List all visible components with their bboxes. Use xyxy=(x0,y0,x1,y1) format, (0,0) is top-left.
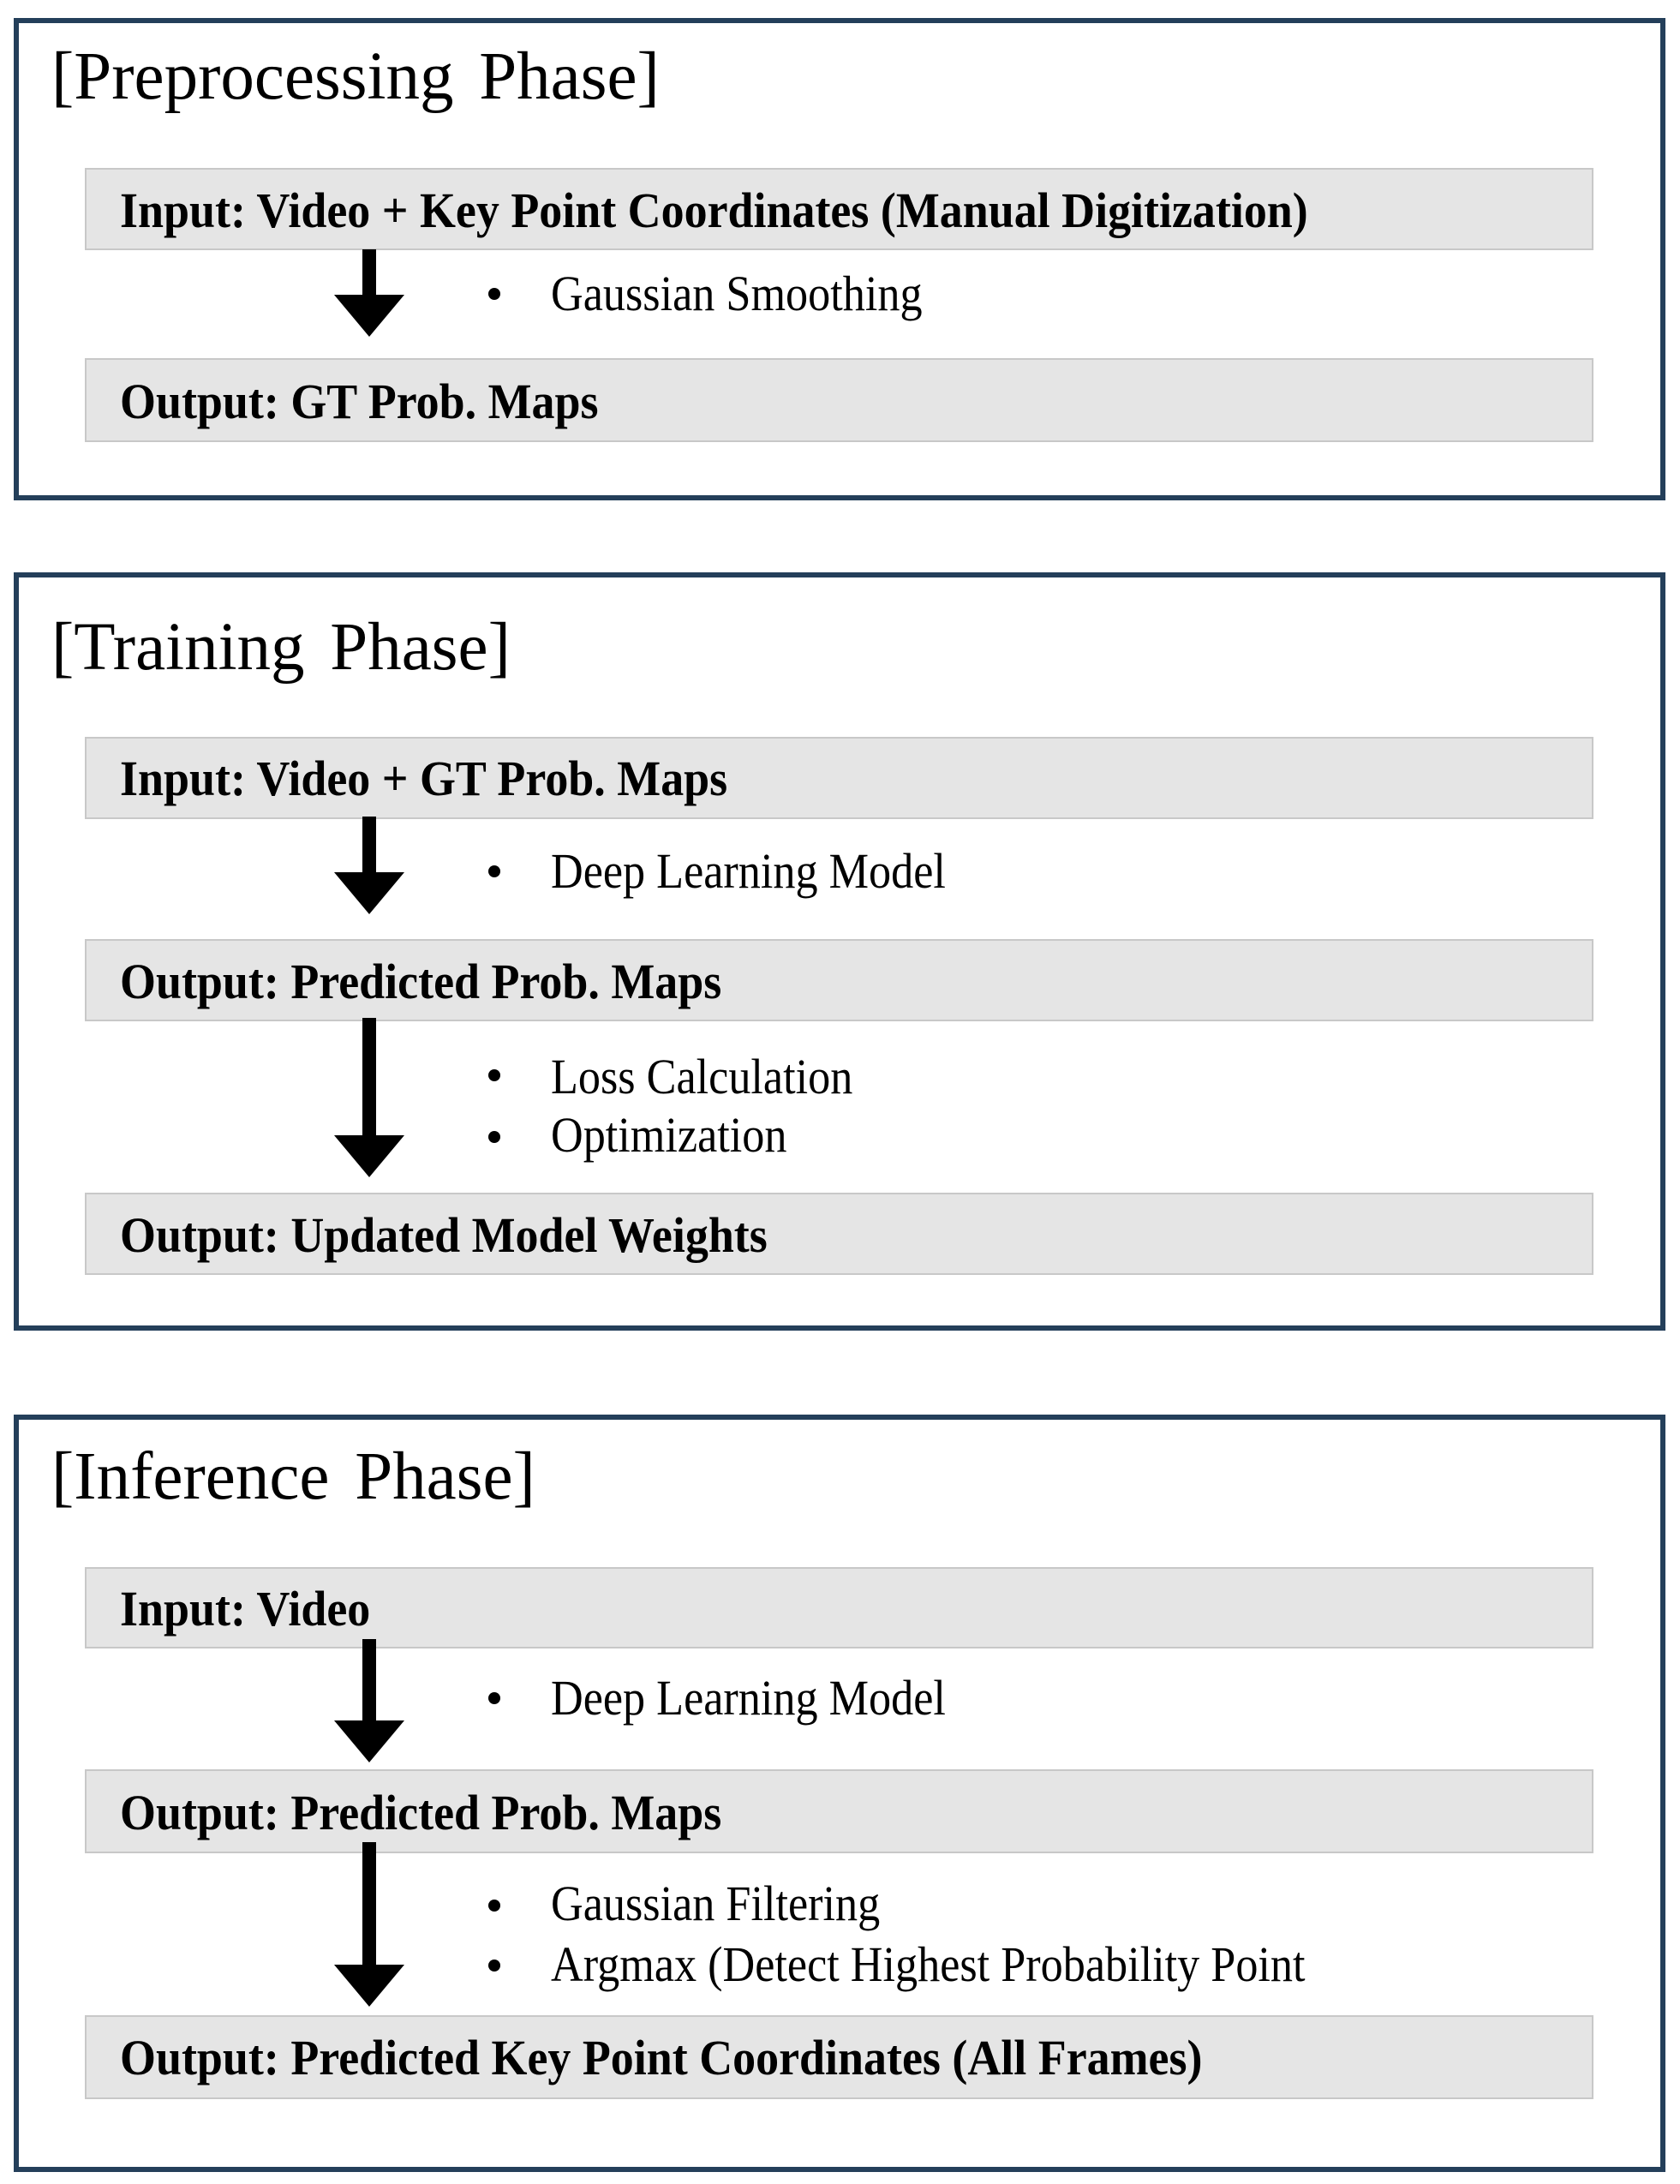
down-arrow-icon xyxy=(334,249,404,337)
bullet-icon xyxy=(488,865,500,877)
down-arrow-icon xyxy=(334,817,404,914)
down-arrow-icon xyxy=(334,1018,404,1176)
bullet-icon xyxy=(488,1692,500,1704)
inference-phase-title: [Inference Phase] xyxy=(51,1439,535,1514)
training-input-label: Input: Video + GT Prob. Maps xyxy=(120,751,728,806)
training-model-label: Deep Learning Model xyxy=(551,843,946,899)
training-output-label: Output: Updated Model Weights xyxy=(120,1207,768,1263)
down-arrow-icon xyxy=(334,1842,404,2007)
inference-input-label: Input: Video xyxy=(120,1581,371,1637)
inference-prediction-label: Output: Predicted Prob. Maps xyxy=(120,1785,722,1840)
bullet-icon xyxy=(488,288,500,300)
down-arrow-icon xyxy=(334,1639,404,1762)
bullet-icon xyxy=(488,1131,500,1143)
inference-argmax-label: Argmax (Detect Highest Probability Point xyxy=(551,1936,1306,1992)
training-prediction-label: Output: Predicted Prob. Maps xyxy=(120,954,722,1009)
bullet-icon xyxy=(488,1960,500,1972)
bullet-icon xyxy=(488,1069,500,1081)
inference-model-label: Deep Learning Model xyxy=(551,1670,946,1726)
preprocessing-input-label: Input: Video + Key Point Coordinates (Manual Digitization) xyxy=(120,182,1308,238)
inference-output-label: Output: Predicted Key Point Coordinates (All Frames) xyxy=(120,2030,1203,2085)
training-loss-label: Loss Calculation xyxy=(551,1049,853,1104)
inference-filtering-label: Gaussian Filtering xyxy=(551,1876,881,1931)
training-optimization-label: Optimization xyxy=(551,1107,787,1163)
training-phase-title: [Training Phase] xyxy=(51,610,511,685)
bullet-icon xyxy=(488,1900,500,1912)
preprocessing-method-label: Gaussian Smoothing xyxy=(551,266,923,321)
preprocessing-output-label: Output: GT Prob. Maps xyxy=(120,374,599,429)
preprocessing-phase-title: [Preprocessing Phase] xyxy=(51,39,660,114)
